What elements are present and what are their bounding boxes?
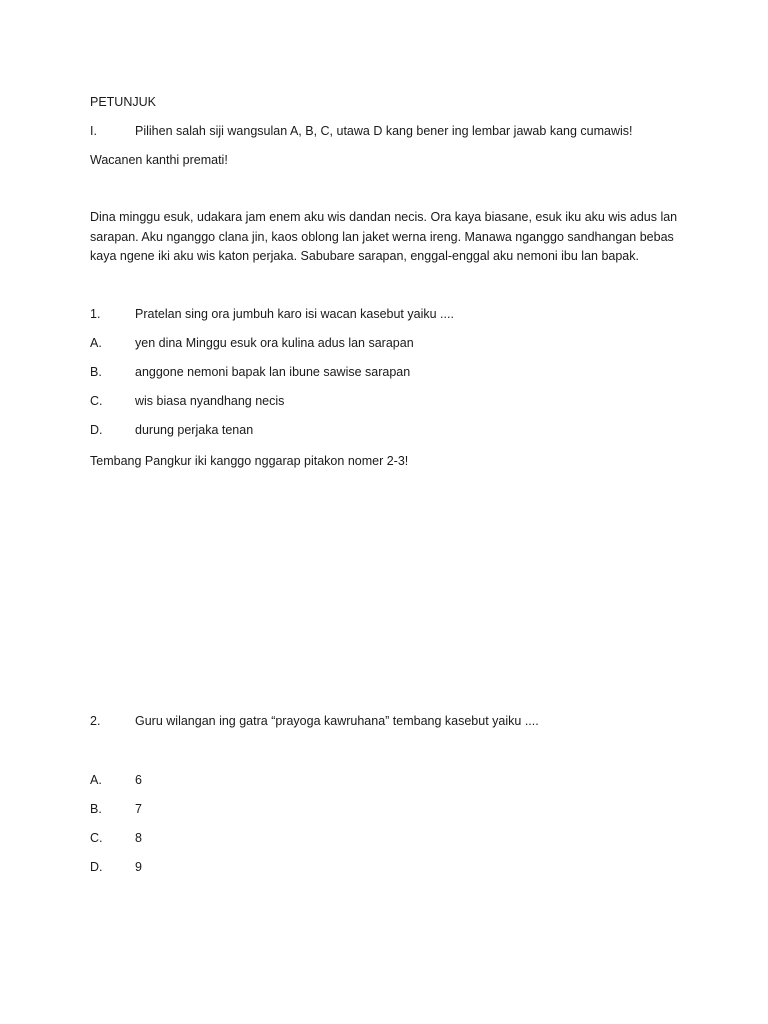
passage-line: Dina minggu esuk, udakara jam enem aku wis dandan necis. Ora kaya biasane, esuk iku aku wis adus lan [90,210,678,224]
question-number: 1. [90,307,101,321]
option-text: 7 [135,802,142,816]
option-letter: C. [90,394,103,408]
option-letter: A. [90,336,102,350]
option-letter: A. [90,773,102,787]
option-letter: D. [90,860,103,874]
option-text: 8 [135,831,142,845]
read-prompt: Wacanen kanthi premati! [90,153,228,167]
question-text: Pratelan sing ora jumbuh karo isi wacan kasebut yaiku .... [135,307,454,321]
option-text: wis biasa nyandhang necis [135,394,285,408]
instruction-number: I. [90,124,97,138]
page-heading: PETUNJUK [90,95,156,109]
option-text: anggone nemoni bapak lan ibune sawise sarapan [135,365,411,379]
option-letter: C. [90,831,103,845]
option-text: 6 [135,773,142,787]
option-letter: B. [90,802,102,816]
passage-line: sarapan. Aku nganggo clana jin, kaos oblong lan jaket werna ireng. Manawa nganggo sandhangan bebas [90,230,674,244]
passage-line: kaya ngene iki aku wis katon perjaka. Sabubare sarapan, enggal-enggal aku nemoni ibu lan bapak. [90,249,639,263]
option-letter: B. [90,365,102,379]
option-text: yen dina Minggu esuk ora kulina adus lan sarapan [135,336,414,350]
instruction-text: Pilihen salah siji wangsulan A, B, C, utawa D kang bener ing lembar jawab kang cumawis! [135,124,633,138]
question-number: 2. [90,714,101,728]
option-letter: D. [90,423,103,437]
question-text: Guru wilangan ing gatra “prayoga kawruhana” tembang kasebut yaiku .... [135,714,539,728]
option-text: durung perjaka tenan [135,423,254,437]
option-text: 9 [135,860,142,874]
tembang-prompt: Tembang Pangkur iki kanggo nggarap pitakon nomer 2-3! [90,454,409,468]
